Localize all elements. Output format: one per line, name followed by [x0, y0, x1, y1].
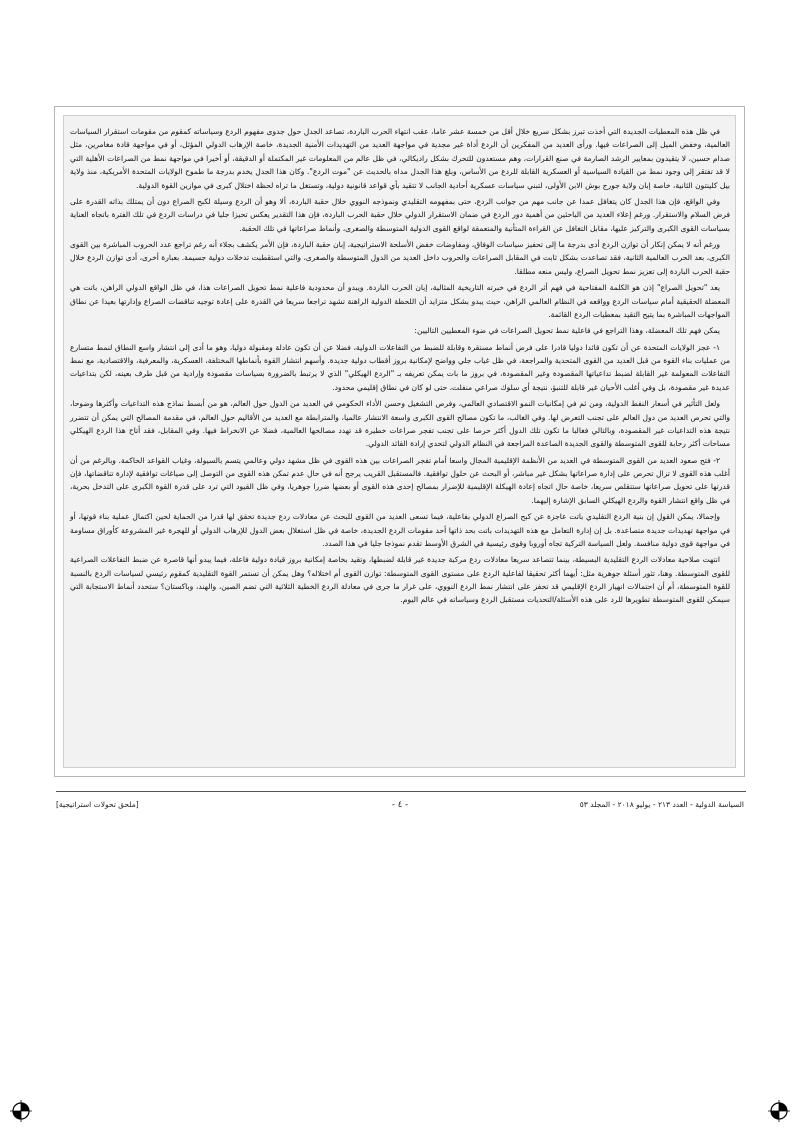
paragraph: ولعل التأثير في أسعار النفط الدولية، ومن ثم في إمكانيات النمو الاقتصادي العالمي، وفرص التشغيل وحسن الأداء الحكومي في العديد من الدول حول العالم، هو من أبسط نماذج هذه التداعيات وأكثرها وضوحا، والتي تحرص العديد من دول العالم على تجنب التعرض لها. وفي الغالب، ما تكون مصالح القوى الكبرى واسعة الانتشار عالميا، والمترابطة مع العديد من الأقاليم حول العالم، في مقدمة المصالح التي يمكن أن تتضرر نتيجة هذه التداعيات غير المقصودة، وبالتالي فغالبا ما تكون تلك الدول أكثر حرصا على تجنب تفجر صراعات خطيرة قد تهدد مصالحها العالمية، فضلا عن الانخراط فيها. وفي المقابل، فقد أتاح هذا الردع الهيكلي مساحات أكثر رحابة للقوى المتوسطة والقوى الجديدة الصاعدة المراجعة في النظام الدولي لتحدي إرادة القائد الدولي.	[70, 399, 730, 449]
paragraph: وفي الواقع، فإن هذا الجدل كان يتغافل عمدا عن جانب مهم من جوانب الردع، حتى بمفهومه التقليدي ونموذجه النووي خلال حقبة الباردة، ألا وهو أن الردع وسيلة لكبح الصراع دون أن يمتلك بذاته القدرة على فرض السلام والاستقرار. ورغم إعلاء العديد من الباحثين من أهمية دور الردع في ضمان الاستقرار الدولي خلال حقبة الحرب الباردة، فإن هذا التقدير يعكس تحيزا جليا في دراسات الردع في تلك الفترة باتجاه العناية بسياسات القوى الكبرى والتركيز عليها، مقابل التغافل عن القراءة المتأنية والمتعمقة لواقع القوى الدولية المتوسطة والصغرى، وأنماط صراعاتها في تلك الحقبة.	[70, 196, 730, 233]
paragraph: ورغم أنه لا يمكن إنكار أن توازن الردع أدى بدرجة ما إلى تحفيز سياسات الوفاق، ومفاوضات خفض الأسلحة الاستراتيجية، إبان حقبة الباردة، فإن الأمر يكشف بجلاء أنه رغم تراجع عدد الحروب المباشرة بين القوى الكبرى، بعد الحرب العالمية الثانية، فقد تصاعدت بشكل ثابت في المقابل الصراعات والحروب داخل العديد من الدول المتوسطة والصغرى، والتي استقطبت تدخلات دولية جسيمة. بعبارة أخرى، أدى توازن الردع خلال حقبة الحرب الباردة إلى تعزيز نمط تحويل الصراع، وليس منعه مطلقا.	[70, 240, 730, 276]
registration-mark-icon	[10, 1100, 32, 1122]
paragraph: انتهت صلاحية معادلات الردع التقليدية البسيطة، بينما تتصاعد سريعا معادلات ردع مركبة جديدة غير قابلة لضبطها، وتقيد بخاصة إمكانية بروز قيادة دولية فاعلة، فيما يبدو أنها قاصرة عن ضبط التفاعلات الصراعية للقوى المتوسطة. وهنا، تثور أسئلة جوهرية مثل: أيهما أكثر تحقيقا لفاعلية الردع على مستوى القوى المتوسطة: توازن القوى أم اختلاله؟ وهل يمكن أن تستمر القوة التقليدية كمقوم رئيسي لسياسات الردع بالنسبة للقوة المتوسطة، أم أن احتمالات انهيار الردع الإقليمي قد تحفز على انتشار نمط الردع النووي، على غرار ما جرى في معادلة الردع الخطية الثلاثية التي تضم الصين، والهند، وباكستان؟ ستحدد أنماط الاستجابة التي سيمكن للقوى المتوسطة تطويرها للرد على هذه الأسئلة/التحديات مستقبل الردع وسياساته في عالم اليوم.	[70, 555, 730, 605]
article-body	[70, 125, 730, 610]
footer-divider	[56, 791, 746, 792]
paragraph: ٢- فتح صعود العديد من القوى المتوسطة في العديد من الأنظمة الإقليمية المجال واسعا أمام تفجر الصراعات بين هذه القوى في ظل مشهد دولي وعالمي يتسم بالسيولة، وغياب القواعد الحاكمة. وبالرغم من أن أغلب هذه القوى لا تزال تحرص على إدارة صراعاتها بشكل غير مباشر، أو البحث عن حلول توافقية. فالمستقبل القريب يرجح أنه في حال عدم تمكن هذه القوى من التوصل إلى صياغات توافقية لإدارة تناقضاتها، فإن قدرتها على تحويل صراعاتها ستتقلص سريعا، خاصة حال اتجاه إعادة الهيكلة الإقليمية للإضرار بمصالح إحدى هذه القوى أو بعضها ضررا جوهريا، وفي ظل القيود التي ترد على قدرة القوة الكبرى على التدخل بحرية، في ظل واقع انتشار القوة والردع الهيكلي السابق الإشارة إليهما.	[70, 455, 730, 505]
paragraph: يمكن فهم تلك المعضلة، وهذا التراجع في فاعلية نمط تحويل الصراعات في ضوء المعطيين التاليين:	[414, 326, 720, 336]
registration-mark-icon	[768, 1100, 790, 1122]
paragraph: ١- عجز الولايات المتحدة عن أن تكون قائدا دوليا قادرا على فرض أنماط مستقرة وقابلة للضبط من التفاعلات الدولية، فضلا عن أن تكون عادلة ومقبولة دوليا، وهو ما أدى إلى انتشار واسع النطاق لنمط متسارع من عمليات بناء القوة من قبل العديد من القوى المتحدية والمراجعة، في ظل غياب جلي وواضح لإمكانية بروز أقطاب دولية جديدة. وأسهم انتشار القوة بأنماطها المختلفة، العسكرية، والمعرفية، والاقتصادية، مع نمط التفاعلات المعولمة غير القابلة لضبط تداعياتها المقصودة وغير المقصودة، في بروز ما بات يمكن تعريفه بـ "الردع الهيكلي" الذي لا يرتبط بالضرورة بسياسات مقصودة وإرادية من قبل طرف بعينه، لكن بتداعيات عديدة غير مقصودة، بل وفي أغلب الأحيان غير قابلة للتنبؤ، نتيجة أي سلوك صراعي منفلت، حتى لو كان في نطاق إقليمي محدود.	[70, 342, 730, 392]
page-number: - ٤ -	[391, 800, 409, 810]
paragraph: وإجمالا، يمكن القول إن بنية الردع التقليدي باتت عاجزة عن كبح الصراع الدولي بفاعلية، فيما تسعى العديد من القوى للبحث عن معادلات ردع جديدة تحقق لها قدرا من الحماية لحين اكتمال عملية بناء قوتها، أو في مواجهة تهديدات جديدة متصاعدة. بل إن إدارة التعامل مع هذه التهديدات باتت بحد ذاتها أحد مقومات الردع الجديدة، خاصة في ظل استغلال بعض الدول للإرهاب الدولي أو للهجرة غير المشروعة كأوراق مساومة في مواجهة قوى دولية منافسة. ولعل السياسة التركية تجاه أوروبا وقوى رئيسية في الشرق الأوسط تقدم نموذجا جليا في هذا الصدد.	[70, 512, 730, 548]
paragraph: يعد "تحويل الصراع" إذن هو الكلمة المفتاحية في فهم أثر الردع في خبرته التاريخية المثالية، إبان الحرب الباردة. ويبدو أن محدودية فاعلية نمط تحويل الصراعات هذا، في ظل الواقع الدولي الراهن، باتت هي المعضلة الحقيقية أمام سياسات الردع وواقعه في النظام العالمي الراهن، حيث يبدو بشكل متزايد أن اللحظة الدولية الراهنة تشهد تراجعا سريعا في القدرة على إعادة توجيه تناقضات الصراع وإدارتها بعيدا عن نطاق المواجهات المباشرة بما يتيح التقيد بمعطيات الردع القائمة.	[70, 283, 730, 319]
paragraph: في ظل هذه المعطيات الجديدة التي أخذت تبرز بشكل سريع خلال أقل من خمسة عشر عاما، عقب انتهاء الحرب الباردة، تصاعد الجدل حول جدوى مفهوم الردع وسياساته كمقوم من مقومات استقرار السياسات العالمية، وخفض الميل إلى الصراعات فيها. ورأى العديد من المفكرين أن الردع أداة غير مجدية في مواجهة العديد من التهديدات الأمنية الجديدة، خاصة الإرهاب الدولي المؤثل، أو في مواجهة قادة مغامرين، مثل صدام حسين، لا يتقيدون بمعايير الرشد الصارمة في صنع القرارات، وهم مستعدون للتحرك بشكل راديكالي، في ظل عالم من المعلومات غير المكتملة أو الدقيقة، أو أخيرا في مواجهة نمط من الصراعات الأهلية التي لا قد تفتقر إلى وجود نمط من القيادة السياسية أو العسكرية القابلة للردع من الأساس، وبلغ هذا الجدل مداه بالحديث عن "موت الردع". وكان هذا الجدل يخدم بدرجة ما طموح الولايات المتحدة الأمريكية، منذ ولاية بيل كلينتون الثانية، خاصة إبان ولاية جورج بوش الابن الأولى، لتبني سياسات عسكرية أحادية الجانب لا تتقيد بأي قواعد قانونية دولية، وتستغل ما تراه لحظة اختلال كبرى في موازين القوة الدولية.	[70, 127, 730, 190]
footer-journal-info: السياسة الدولية - العدد ٢١٣ - يوليو ٢٠١٨ - المجلد ٥٣	[579, 800, 744, 809]
footer-supplement: [ملحق تحولات استراتيجية]	[56, 800, 139, 809]
